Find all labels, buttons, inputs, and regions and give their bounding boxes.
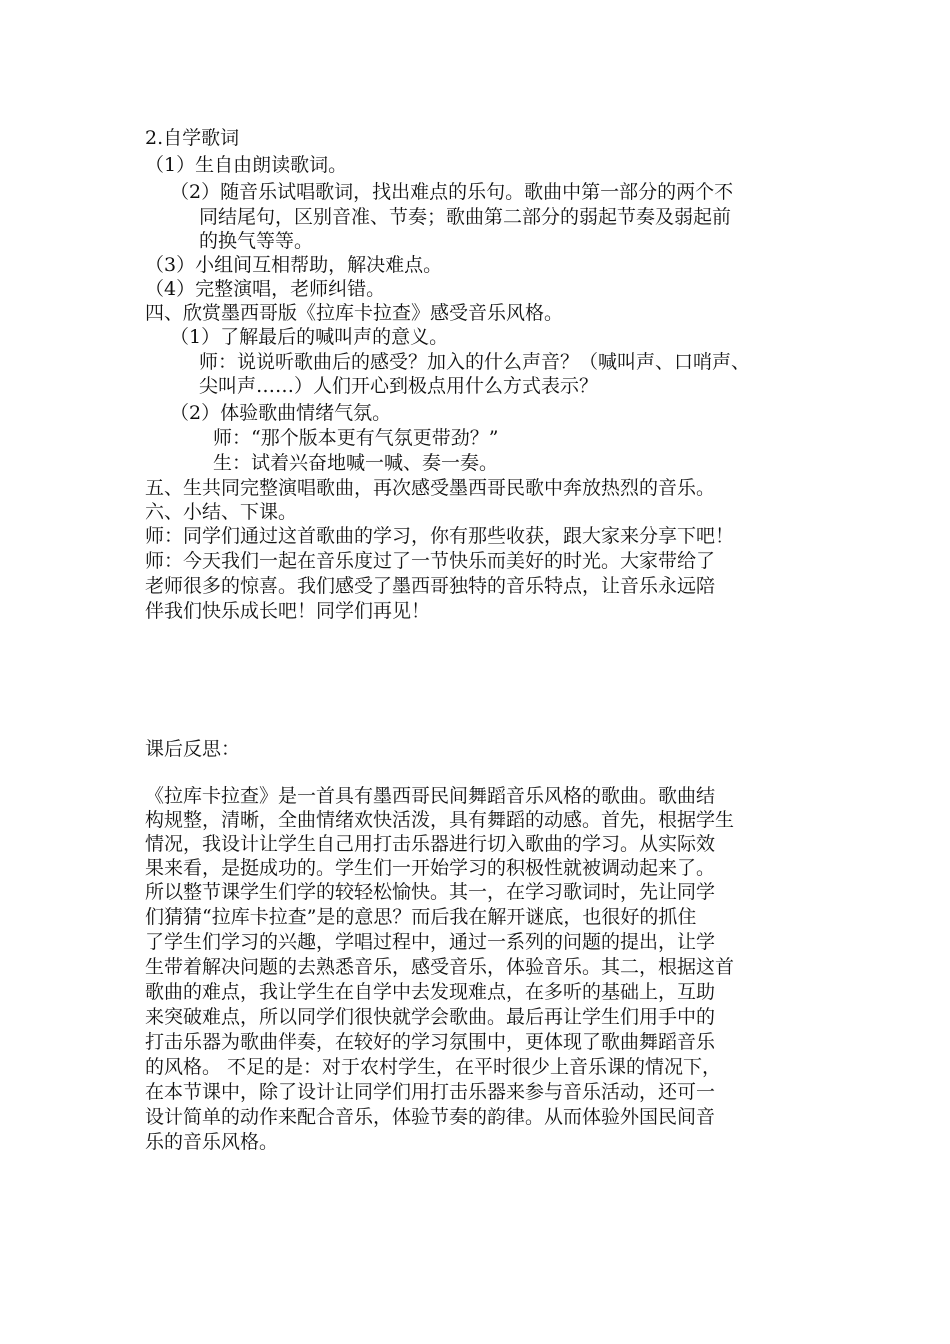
reflection-line-9: 歌曲的难点，我让学生在自学中去发现难点，在多听的基础上，互助 [145, 981, 716, 1003]
section-4-item-2-student: 生：试着兴奋地喊一喊、奏一奏。 [213, 452, 499, 474]
reflection-heading: 课后反思： [145, 738, 241, 760]
section-2-item-4: （4）完整演唱，老师纠错。 [145, 278, 386, 300]
section-5-heading: 五、生共同完整演唱歌曲，再次感受墨西哥民歌中奔放热烈的音乐。 [145, 477, 716, 499]
reflection-line-3: 情况，我设计让学生自己用打击乐器进行切入歌曲的学习。从实际效 [145, 833, 716, 855]
reflection-line-4: 果来看，是挺成功的。学生们一开始学习的积极性就被调动起来了。 [145, 857, 716, 879]
section-2-item-1: （1）生自由朗读歌词。 [145, 154, 348, 176]
section-4-item-1-teacher-line-2: 尖叫声……）人们开心到极点用什么方式表示？ [199, 375, 599, 397]
closing-line-4: 伴我们快乐成长吧！同学们再见！ [145, 600, 431, 622]
reflection-line-7: 了学生们学习的兴趣，学唱过程中，通过一系列的问题的提出，让学 [145, 931, 716, 953]
reflection-line-6: 们猜猜“拉库卡拉查”是的意思？而后我在解开谜底，也很好的抓住 [145, 906, 697, 928]
section-2-item-3: （3）小组间互相帮助，解决难点。 [145, 254, 443, 276]
section-4-heading: 四、欣赏墨西哥版《拉库卡拉查》感受音乐风格。 [145, 302, 564, 324]
section-2-item-2-line-3: 的换气等等。 [199, 230, 314, 252]
closing-line-1: 师：同学们通过这首歌曲的学习，你有那些收获，跟大家来分享下吧！ [145, 525, 735, 547]
section-4-item-2-teacher: 师：“那个版本更有气氛更带劲？” [213, 427, 499, 449]
reflection-line-15: 乐的音乐风格。 [145, 1131, 279, 1153]
reflection-line-11: 打击乐器为歌曲伴奏，在较好的学习氛围中，更体现了歌曲舞蹈音乐 [145, 1031, 716, 1053]
section-4-item-1: （1）了解最后的喊叫声的意义。 [170, 326, 449, 348]
closing-line-2: 师：今天我们一起在音乐度过了一节快乐而美好的时光。大家带给了 [145, 550, 716, 572]
section-4-item-2: （2）体验歌曲情绪气氛。 [170, 402, 392, 424]
reflection-line-2: 构规整，清晰，全曲情绪欢快活泼，具有舞蹈的动感。首先，根据学生 [145, 809, 735, 831]
section-2-heading: 2.自学歌词 [145, 127, 240, 149]
reflection-line-14: 设计简单的动作来配合音乐，体验节奏的韵律。从而体验外国民间音 [145, 1106, 716, 1128]
section-2-item-2-line-1: （2）随音乐试唱歌词，找出难点的乐句。歌曲中第一部分的两个不 [170, 181, 734, 203]
reflection-line-5: 所以整节课学生们学的较轻松愉快。其一，在学习歌词时，先让同学 [145, 881, 716, 903]
reflection-line-8: 生带着解决问题的去熟悉音乐，感受音乐，体验音乐。其二，根据这首 [145, 956, 735, 978]
section-2-item-2-line-2: 同结尾句，区别音准、节奏；歌曲第二部分的弱起节奏及弱起前 [199, 206, 732, 228]
reflection-line-10: 来突破难点，所以同学们很快就学会歌曲。最后再让学生们用手中的 [145, 1006, 716, 1028]
reflection-line-12: 的风格。 不足的是：对于农村学生，在平时很少上音乐课的情况下， [145, 1056, 722, 1078]
reflection-line-13: 在本节课中，除了设计让同学们用打击乐器来参与音乐活动，还可一 [145, 1081, 716, 1103]
section-4-item-1-teacher-line-1: 师：说说听歌曲后的感受？加入的什么声音？（喊叫声、口哨声、 [199, 351, 751, 373]
closing-line-3: 老师很多的惊喜。我们感受了墨西哥独特的音乐特点，让音乐永远陪 [145, 575, 716, 597]
reflection-line-1: 《拉库卡拉查》是一首具有墨西哥民间舞蹈音乐风格的歌曲。歌曲结 [145, 785, 716, 807]
section-6-heading: 六、小结、下课。 [145, 501, 298, 523]
